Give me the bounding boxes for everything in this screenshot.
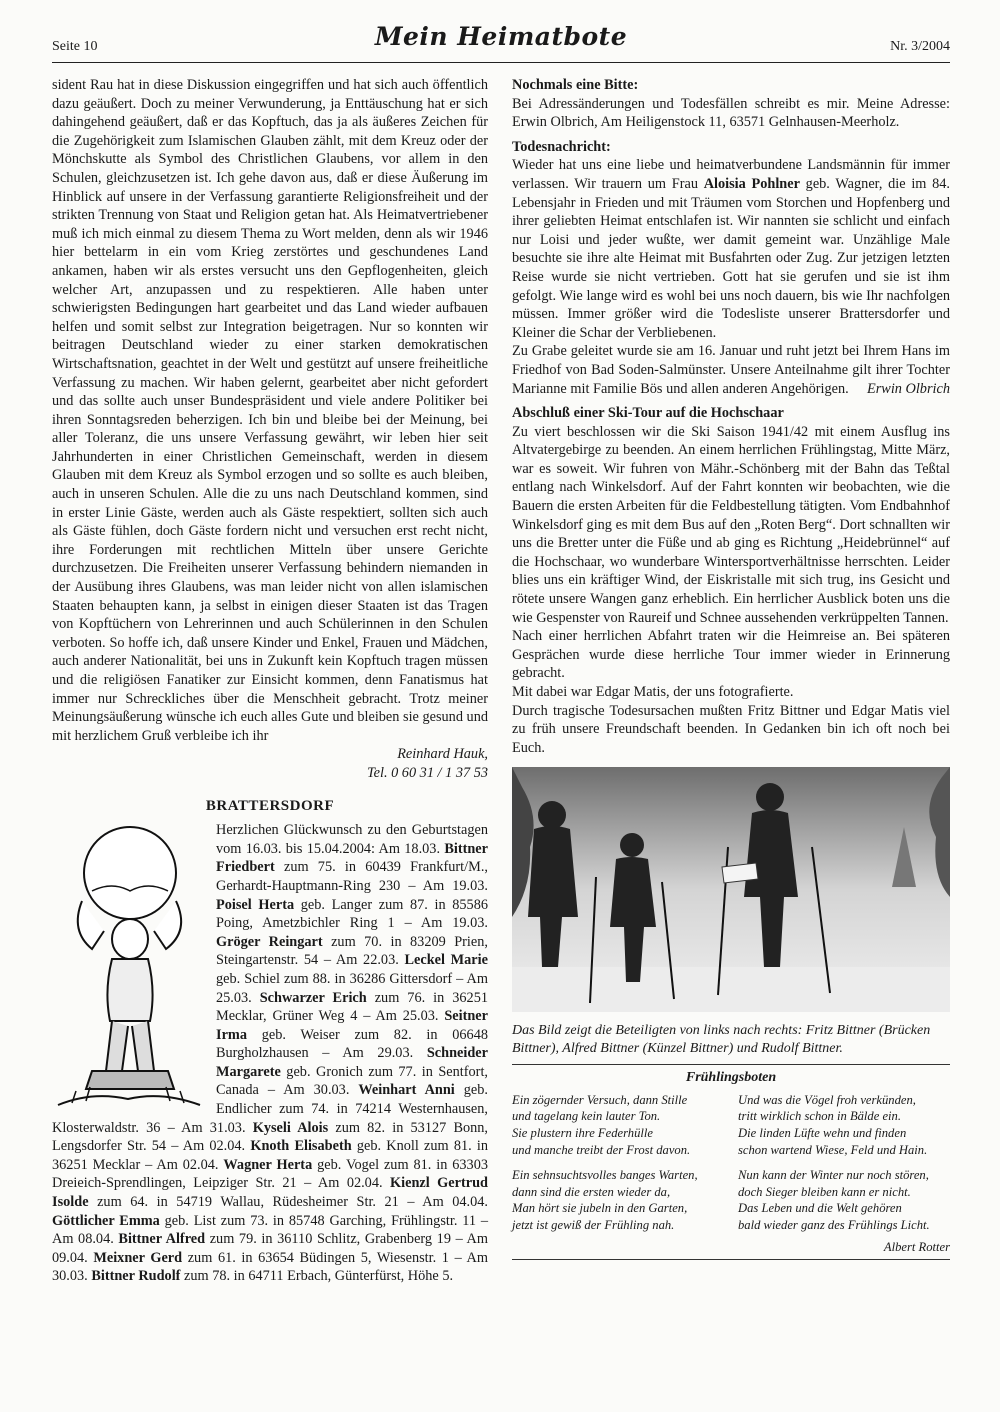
poem-line: Sie plustern ihre Federhülle: [512, 1126, 653, 1141]
birthday-detail: geb. Schiel zum 88. in 36286 Gittersdorf – Am 25.03.: [216, 970, 488, 1006]
poem-line: Nun kann der Winter nur noch stören,: [738, 1167, 929, 1182]
poem-line: Man hört sie jubeln in den Garten,: [512, 1201, 688, 1216]
left-column: [52, 76, 488, 1286]
deceased-name: Aloisia Pohlner: [703, 175, 800, 192]
birthday-name: Schneider Margarete: [216, 1045, 488, 1080]
birthday-detail: geb. Langer zum 87. in 85586 Poing, Ametzbichler Ring 1 – Am 19.03.: [216, 896, 489, 932]
birthday-detail: geb. Gronich zum 77. in Sentfort, Canada – Am 30.03.: [216, 1063, 488, 1099]
bitte-heading: Nochmals eine Bitte:: [512, 77, 639, 93]
birthday-name: Bittner Friedbert: [216, 840, 488, 876]
poem-stanzas: [512, 1092, 950, 1234]
birthday-detail: zum 78. in 64711 Erbach, Günterfürst, Höhe 5.: [180, 1268, 454, 1285]
poem-line: Ein zögernder Versuch, dann Stille: [512, 1092, 688, 1107]
right-column: [512, 76, 950, 1260]
poem-line: Das Leben und die Welt gehören: [738, 1201, 902, 1216]
ski-text: Zu viert beschlossen wir die Ski Saison 1941/42 mit einem Ausflug ins Altvatergebirge zu beenden. An einem herrlichen Frühlingstag, Mitte März, war es soweit. Wir fuhren von Mähr.-Schönberg mit der Bahn das Teßtal entlang nach Winkelsdorf. Auf der Fahrt konnten wir beobachten, wie die Bauern die ersten Arbeiten für die Feldbestellung tätigten. Vom Endbahnhof Winkelsdorf ging es mit dem Bus auf den „Roten Berg“. Dort schnallten wir uns die Bretter unter die Füße und ab ging es Richtung „Heidebrünnel“ auf die Hochschaar, wo wunderbare Wintersportverhältnisse herrschten. Leider blies uns ein kräftiger Wind, der Eiskristalle mit sich trug, ins Gesicht und rötete unsere Wangen ganz erheblich. Ein herrlicher Ausblick boten uns die wie Gespenster von Raureif und Schnee aussehenden verkrüppelten Tannen.: [512, 423, 950, 626]
birthday-detail: zum 75. in 60439 Frankfurt/M., Gerhardt-Hauptmann-Ring 230 – Am 19.03.: [216, 859, 488, 894]
birthday-detail: zum 79. in 36110 Schlitz, Grabenberg 19 – Am 09.04.: [52, 1231, 488, 1266]
poem-author: Albert Rotter: [883, 1239, 950, 1254]
photo-caption: Das Bild zeigt die Beteiligten von links nach rechts: Fritz Bittner (Brücken Bittner), Alfred Bittner (Künzel Bittner) und Rudolf Bittner.: [512, 1022, 931, 1056]
article-phone: Tel. 0 60 31 / 1 37 53: [366, 764, 488, 781]
birthday-detail: geb. Weiser zum 82. in 06648 Burgholzhausen – Am 29.03.: [216, 1026, 488, 1062]
birthday-name: Bittner Rudolf: [91, 1268, 181, 1285]
poem-line: dann sind die ersten wieder da,: [512, 1184, 671, 1199]
poem-box: [512, 1064, 950, 1260]
todes-text-part: geb. Wagner, die im 84. Lebensjahr in Frieden und mit Träumen vom Storchen und Hopfenberg und ihrer geliebten Heimat entschlafen ist. Wir nannten sie schlicht und einfach nur Loisi und jeder wußte, wer damit gemeint war. Unzählige Male besuchte sie ihre alte Heimat mit Busfahrten oder Zug. Zur jetzigen letzten Reise wurde sie nicht vertrieben. Gott hat sie gerufen und sie ist ihm gefolgt. Wie lange wird es wohl bei uns noch dauern, bis wie Ihr nachfolgen müssen. Immer größer wird die Todesliste unserer Brattersdorfer und Kleiner die Schar der Verbliebenen.: [512, 175, 951, 341]
birthday-detail: geb. List zum 73. in 85748 Garching, Frühlingstr. 11 – Am 08.04.: [52, 1212, 488, 1248]
poem-stanza: [512, 1167, 724, 1234]
atlas-statue-illustration: [52, 821, 204, 1111]
ski-group-photo: [512, 767, 950, 1012]
poem-line: doch Sieger bleiben kann er nicht.: [738, 1184, 911, 1199]
bitte-text: Bei Adressänderungen und Todesfällen schreibt es mir. Meine Adresse: Erwin Olbrich, Am Heiligenstock 11, 63571 Gelnhausen-Meerholz.: [512, 95, 950, 131]
page-header: [52, 22, 950, 68]
ski-heading: Abschluß einer Ski-Tour auf die Hochschaar: [512, 405, 784, 422]
birthday-name: Wagner Herta: [223, 1156, 313, 1173]
header-rule: [52, 62, 950, 63]
birthday-name: Leckel Marie: [404, 952, 488, 969]
poem-line: schon wartend Wiese, Feld und Hain.: [738, 1142, 928, 1157]
ski-text: Mit dabei war Edgar Matis, der uns fotografierte.: [512, 684, 794, 700]
birthday-detail: geb. Knoll zum 81. in 36251 Mecklar – Am 02.04.: [52, 1138, 488, 1173]
birthday-name: Göttlicher Emma: [52, 1212, 160, 1229]
todes-signature: Erwin Olbrich: [866, 380, 950, 397]
poem-line: und manche treibt der Frost davon.: [512, 1142, 691, 1157]
poem-line: bald wieder ganz des Frühlings Licht.: [738, 1218, 930, 1233]
ski-text: Nach einer herrlichen Abfahrt traten wir die Heimreise an. Bei späteren Gesprächen wurde diese herrliche Tour immer wieder in Erinnerung gebracht.: [512, 628, 950, 682]
todes-text: [512, 156, 950, 342]
masthead-title: Mein Heimatbote: [374, 22, 628, 51]
birthday-name: Weinhart Anni: [358, 1082, 455, 1099]
birthday-detail: geb. Endlicher zum 74. in 74214 Westernhausen, Klosterwaldstr. 36 – Am 31.03.: [52, 1082, 488, 1136]
poem-stanza: [512, 1092, 724, 1159]
todes-text-part: Wieder hat uns eine liebe und heimatverbundene Landsmännin für immer verlassen. Wir trauern um Frau: [512, 157, 950, 192]
poem-line: Und was die Vögel froh verkünden,: [738, 1092, 916, 1107]
birthday-name: Schwarzer Erich: [259, 989, 367, 1006]
brattersdorf-heading: BRATTERSDORF: [205, 797, 335, 814]
todes-text-part: Zu Grabe geleitet wurde sie am 16. Januar und ruht jetzt bei Ihrem Hans im Friedhof von Bad Soden-Salmünster. Unsere Anteilnahme gilt ihrer Tochter Marianne mit Familie Bös und allen anderen Angehörigen.: [512, 343, 950, 397]
poem-line: und tagelang kein lauter Ton.: [512, 1109, 661, 1124]
birthday-detail: zum 82. in 53127 Bonn, Lengsdorfer Str. 54 – Am 02.04.: [52, 1119, 488, 1155]
article-signature: Reinhard Hauk,: [397, 746, 488, 763]
todes-burial-text: [512, 342, 950, 398]
poem-title: Frühlingsboten: [685, 1069, 777, 1085]
poem-stanza: [738, 1167, 950, 1234]
birthday-name: Knoth Elisabeth: [250, 1138, 352, 1155]
issue-number: Nr. 3/2004: [890, 39, 950, 54]
birthday-detail: Herzlichen Glückwunsch zu den Geburtstagen vom 16.03. bis 15.04.2004: Am 18.03.: [216, 822, 488, 857]
birthday-name: Kienzl Gertrud Isolde: [52, 1175, 488, 1211]
birthday-detail: zum 64. in 54719 Wallau, Rüdesheimer Str. 21 – Am 04.04.: [88, 1194, 488, 1211]
birthday-name: Poisel Herta: [216, 896, 295, 913]
poem-line: jetzt ist gewiß der Frühling nah.: [512, 1218, 675, 1233]
birthday-name: Seitner Irma: [216, 1008, 488, 1043]
ski-text: Durch tragische Todesursachen mußten Fritz Bittner und Edgar Matis viel zu früh unsere Freundschaft beenden. In Gedanken bin ich oft noch bei Euch.: [512, 702, 950, 756]
page-number: Seite 10: [52, 39, 98, 54]
poem-line: tritt wirklich schon in Bälde ein.: [738, 1109, 901, 1124]
birthday-name: Gröger Reingart: [216, 933, 323, 950]
birthday-name: Bittner Alfred: [118, 1231, 206, 1248]
birthday-name: Meixner Gerd: [93, 1249, 183, 1266]
poem-bottom-rule: [512, 1259, 950, 1260]
birthday-name: Kyseli Alois: [252, 1119, 329, 1136]
birthday-detail: zum 70. in 83209 Prien, Steingartenstr. 54 – Am 22.03.: [216, 933, 488, 969]
birthday-detail: zum 61. in 63654 Büdingen 5, Wiesenstr. 1 – Am 30.03.: [52, 1249, 488, 1285]
poem-stanza: [738, 1092, 950, 1159]
birthday-detail: geb. Vogel zum 81. in 63303 Dreieich-Sprendlingen, Leipziger Str. 21 – Am 02.04.: [52, 1156, 488, 1192]
birthday-section: [52, 821, 488, 1286]
article-text: sident Rau hat in diese Diskussion eingegriffen und hat sich auch öffentlich dazu geäußert. Doch zu meiner Verwunderung, ja Enttäuschung hat er sich dahingehend geäußert, daß er das Kopftuch, das ja als äußeres Zeichen für die Zugehörigkeit zum Islamischen Glauben zählt, mit dem Kreuz oder der Mönchskutte als Symbol des Christlichen Glaubens, vor allem in den Schulen, gleichzusetzen ist. Ich gehe davon aus, daß er diese Äußerung im Hinblick auf unsere in der Verfassung garantierte Religionsfreiheit und der strikten Trennung von Staat und Religion getan hat. Als Heimatvertriebener muß ich mich einmal zu diesem Thema zu Wort melden, denn als wir 1946 hier bettelarm in ein vom Krieg zerstörtes und geschundenes Land ankamen, haben wir als erstes versucht uns den Gepflogenheiten, gleich welcher Art, anzupassen und zu respektieren. Alle haben unter schwierigsten Bedingungen hart gearbeitet und das Land wieder aufbauen helfen und somit selbst zur Integration beigetragen. Nur so konnten wir beitragen Deutschland wieder zu einer starken demokratischen Wirtschaftsnation, geachtet in der Welt und gestützt auf unsere freiheitliche Verfassung zu machen. Wir haben gelernt, gearbeitet aber nicht gefordert und das sollte auch unser Bundespräsident und viele andere Politiker bei ihren Sonntagsreden beherzigen. Ich bin und bleibe bei der Meinung, bei aller Toleranz, die uns unsere Verfassung gewährt, wir leben hier seit Jahrhunderten in einer Christlichen Gemeinschaft, werden in diesem Glauben mit dem Kreuz als Symbol erzogen und so sollte es auch bleiben, auch in unseren Schulen. Alle die zu uns nach Deutschland kommen, sind in erster Linie Gäste, werden auch als Gäste respektiert, sollten sich auch als Gäste fühlen, doch Gäste fordern nicht und versuchen erst recht nicht, ihre Forderungen mit rechtlichen Mitteln über unsere Gerichte durchzusetzen. Die Freiheiten unserer Verfassung behindern niemanden in der Ausübung ihres Glaubens, was man leider nicht von allen islamischen Staaten behaupten kann, ja selbst in einigen dieser Staaten ist das Tragen von Kopftüchern von Lehrerinnen und auch Schülerinnen in den Schulen verboten. So hoffe ich, daß unsere Kinder und Enkel, Frauen und Mädchen, auch anderer Nationalität, bei uns in Zukunft kein Kopftuch tragen müssen und die religiösen Fanatiker zur Einsicht kommen, denn Fanatismus hat immer nur Schreckliches über die Menschheit gebracht. Trotz meiner Meinungsäußerung wünsche ich euch alles Gute und bleiben sie gesund und mit herzlichem Gruß verbleibe ich ihr: [52, 77, 488, 744]
todes-heading: Todesnachricht:: [512, 138, 611, 155]
birthday-detail: zum 76. in 36251 Mecklar, Grüner Weg 4 – Am 25.03.: [216, 989, 488, 1025]
poem-line: Ein sehnsuchtsvolles banges Warten,: [512, 1167, 698, 1182]
poem-line: Die linden Lüfte wehn und finden: [738, 1126, 907, 1141]
